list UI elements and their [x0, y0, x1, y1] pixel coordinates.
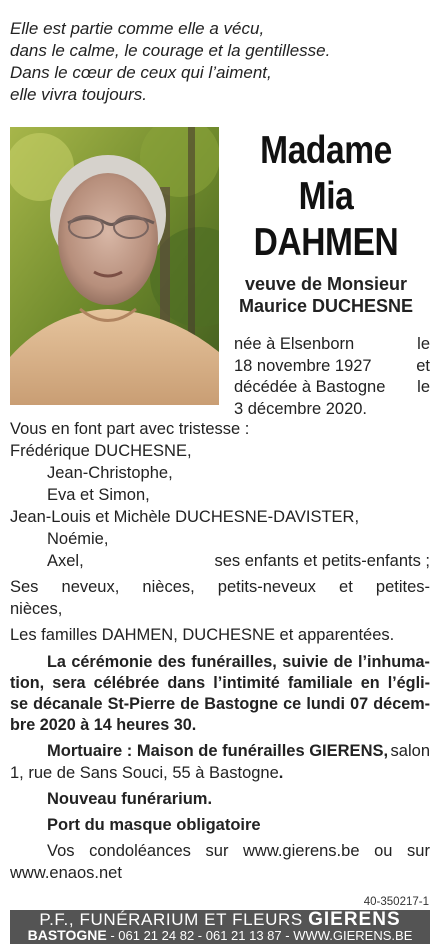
birth-date: 18 novembre 1927 [234, 356, 372, 375]
banner-prefix: P.F., FUNÉRARIUM ET FLEURS [39, 910, 303, 929]
widow-line: veuve de Monsieur [244, 274, 408, 294]
word: de [333, 653, 353, 671]
word: sur [407, 842, 430, 860]
poem-line: elle vivra toujours. [10, 85, 148, 104]
word: sur [205, 842, 229, 860]
mortuary-label: Mortuaire : Maison de funérailles GIERENS, [47, 742, 389, 760]
banner-city: BASTOGNE [27, 927, 107, 943]
word: 07 [350, 695, 369, 713]
new-funeral-home: Nouveau funérarium. [47, 790, 213, 808]
brand-name: GIERENS [308, 909, 401, 930]
name-title: Madame [260, 129, 392, 172]
deceased-name [222, 128, 430, 266]
word: décanale [33, 695, 103, 713]
ceremony-info [10, 652, 430, 736]
poem-line: Elle est partie comme elle a vécu, [10, 19, 265, 38]
ceremony-line [10, 694, 430, 715]
word: familiale [287, 674, 353, 692]
mask-notice: Port du masque obligatoire [47, 816, 261, 834]
word: en [360, 674, 380, 692]
husband-name: Maurice DUCHESNE [238, 296, 414, 316]
word: petits-neveux [217, 578, 316, 596]
word: suivie [282, 653, 329, 671]
family-member: Frédérique DUCHESNE, [10, 442, 192, 460]
ceremony-line [10, 652, 430, 673]
word: sera [52, 674, 86, 692]
death-text: décédée à Bastogne [234, 378, 386, 396]
word: décem- [373, 695, 430, 713]
mortuary-tail: salon [390, 742, 430, 760]
family-member: Jean-Christophe, [47, 464, 173, 482]
mortuary-line [10, 740, 430, 762]
word: petites- [375, 578, 430, 596]
word: nièces, [142, 578, 195, 596]
family-member: Noémie, [47, 530, 109, 548]
first-name: Mia [298, 175, 354, 218]
birth-text: née à Elsenborn [234, 335, 355, 353]
word: célébrée [93, 674, 160, 692]
mortuary-address [10, 762, 430, 784]
word: dans [167, 674, 206, 692]
address-text: 1, rue de Sans Souci, 55 à Bastogne [10, 764, 279, 782]
word: des [157, 653, 186, 671]
birth-text: le [417, 335, 430, 353]
family-member: Jean-Louis et Michèle DUCHESNE-DAVISTER, [10, 508, 360, 526]
word: neveux, [61, 578, 120, 596]
word: tion, [10, 674, 45, 692]
word: se [10, 695, 29, 713]
word: funérailles, [191, 653, 277, 671]
family-member: Axel, [47, 552, 84, 570]
nephews-line-end: nièces, [10, 600, 63, 618]
word: l’inhuma- [357, 653, 430, 671]
funeral-home-banner [10, 910, 430, 944]
birth-death-info [234, 334, 430, 420]
website-link[interactable]: www.enaos.net [10, 864, 122, 882]
word: La [47, 653, 66, 671]
reference-number: 40-350217-1 [363, 896, 429, 908]
ceremony-line [10, 673, 430, 694]
poem-line: dans le calme, le courage et la gentillesse. [10, 41, 331, 60]
family-member-row [10, 550, 430, 572]
banner-phone-web: - 061 21 24 82 - 061 21 13 87 - WWW.GIERENS.BE [106, 928, 413, 943]
word: l’intimité [213, 674, 280, 692]
ceremony-line: bre 2020 à 14 heures 30. [10, 716, 197, 734]
word: ou [374, 842, 393, 860]
families-line: Les familles DAHMEN, DUCHESNE et apparentées. [10, 626, 395, 644]
family-member: Eva et Simon, [47, 486, 150, 504]
word: cérémonie [71, 653, 153, 671]
widow-of [222, 273, 430, 317]
last-name: DAHMEN [253, 221, 399, 264]
poem-line: Dans le cœur de ceux qui l’aiment, [10, 63, 272, 82]
word: St-Pierre [107, 695, 176, 713]
word: de [180, 695, 200, 713]
word: ce [283, 695, 302, 713]
nephews-line [10, 576, 430, 598]
poem [10, 18, 330, 106]
condolences-line [10, 840, 430, 862]
birth-text: et [416, 356, 430, 375]
word: Ses [10, 578, 39, 596]
website-link[interactable]: www.gierens.be [243, 842, 360, 860]
word: l’égli- [387, 674, 430, 692]
word: et [339, 578, 353, 596]
banner-contacts [10, 928, 430, 943]
family-intro: Vous en font part avec tristesse : [10, 420, 250, 438]
portrait-photo [10, 127, 219, 405]
word: lundi [306, 695, 345, 713]
word: condoléances [89, 842, 191, 860]
death-text: le [417, 378, 430, 396]
address-end: . [278, 764, 284, 782]
word: Bastogne [204, 695, 279, 713]
children-caption: ses enfants et petits-enfants ; [214, 552, 430, 570]
death-date: 3 décembre 2020. [234, 399, 368, 418]
notice-body [10, 418, 430, 884]
word: Vos [47, 842, 75, 860]
